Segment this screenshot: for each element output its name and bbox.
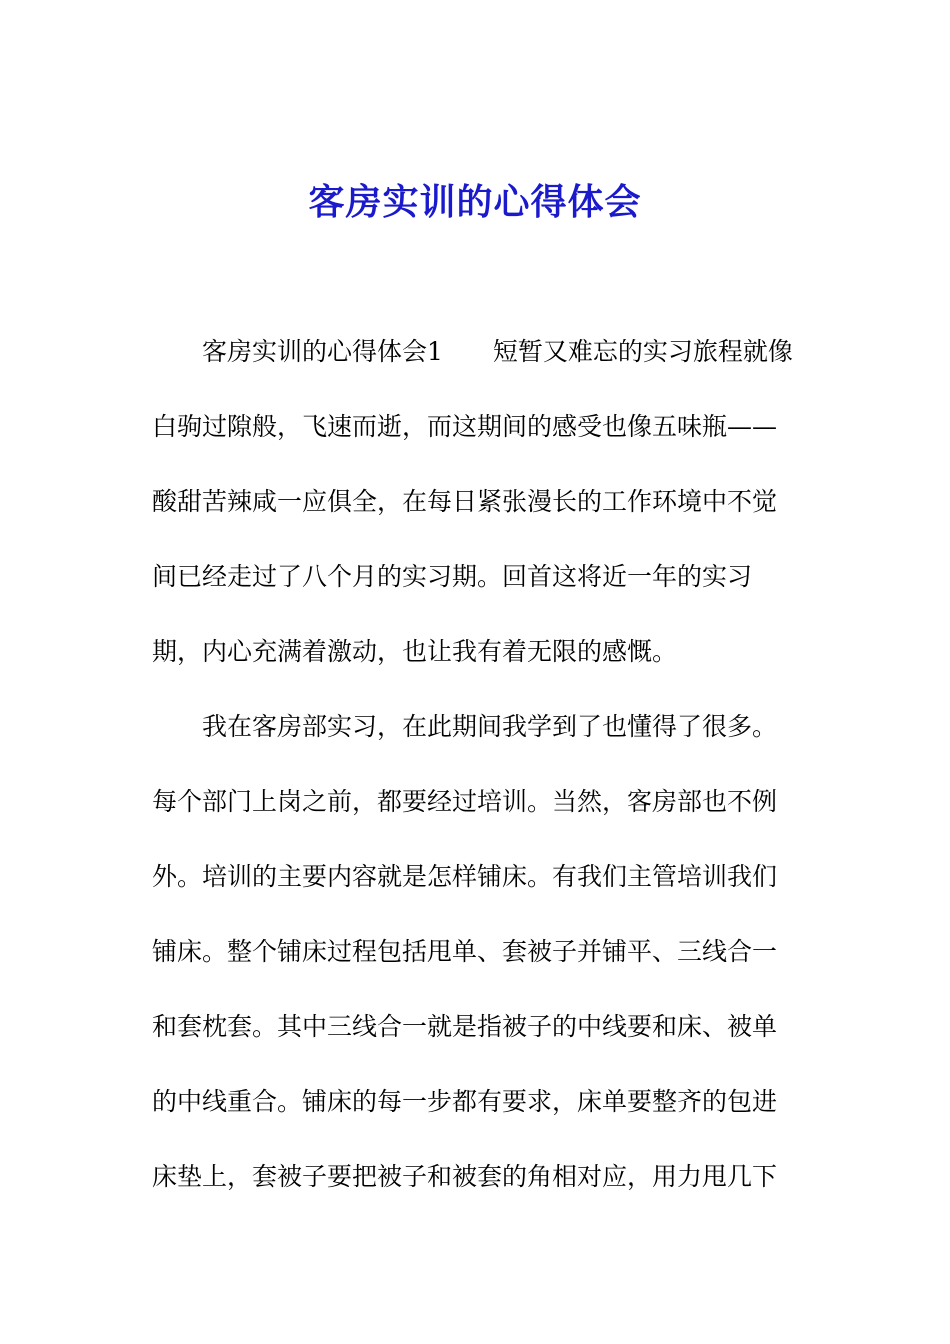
paragraph-2-line-1: 我在客房部实习，在此期间我学到了也懂得了很多。 xyxy=(202,712,778,741)
paragraph-2-line-5: 和套枕套。其中三线合一就是指被子的中线要和床、被单 xyxy=(152,1012,778,1041)
paragraph-2-line-6: 的中线重合。铺床的每一步都有要求，床单要整齐的包进 xyxy=(152,1087,778,1116)
paragraph-2-line-7: 床垫上，套被子要把被子和被套的角相对应，用力甩几下 xyxy=(152,1162,778,1191)
paragraph-1-line-3: 酸甜苦辣咸一应俱全，在每日紧张漫长的工作环境中不觉 xyxy=(152,487,778,516)
paragraph-1-text: 短暂又难忘的实习旅程就像 xyxy=(492,337,793,366)
paragraph-1-line-5: 期，内心充满着激动，也让我有着无限的感慨。 xyxy=(152,637,678,666)
document-title: 客房实训的心得体会 xyxy=(308,181,642,223)
paragraph-1-line-1 xyxy=(202,334,862,370)
paragraph-1-heading: 客房实训的心得体会1 xyxy=(202,337,443,366)
paragraph-2-line-4: 铺床。整个铺床过程包括甩单、套被子并铺平、三线合一 xyxy=(152,937,778,966)
paragraph-2-line-3: 外。培训的主要内容就是怎样铺床。有我们主管培训我们 xyxy=(152,862,778,891)
paragraph-1-line-4: 间已经走过了八个月的实习期。回首这将近一年的实习 xyxy=(152,562,753,591)
paragraph-1-line-2: 白驹过隙般，飞速而逝，而这期间的感受也像五味瓶—— xyxy=(152,412,778,441)
paragraph-2-line-2: 每个部门上岗之前，都要经过培训。当然，客房部也不例 xyxy=(152,787,778,816)
